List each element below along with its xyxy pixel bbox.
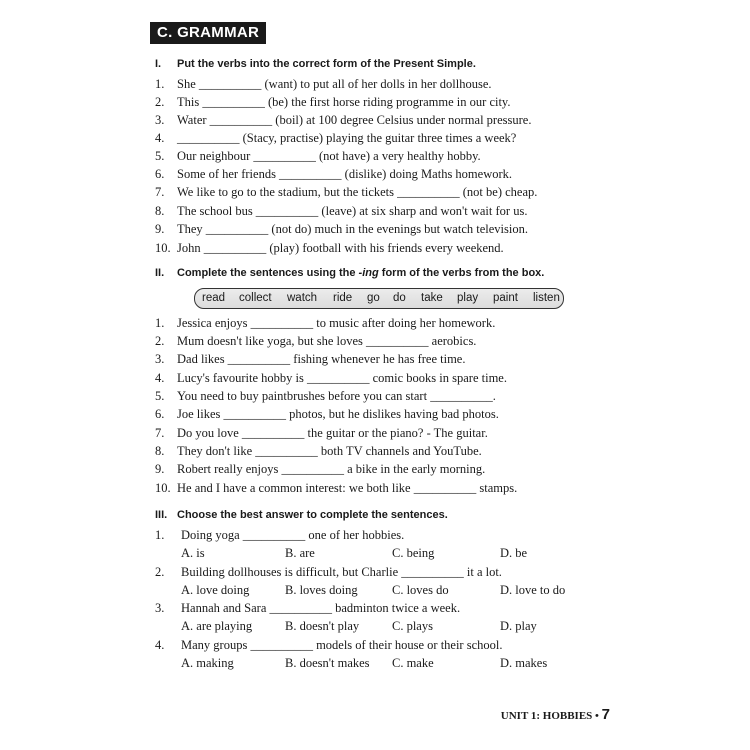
item-text: We like to go to the stadium, but the tickets __________ (not be) cheap. bbox=[177, 185, 538, 199]
answer-option: D. love to do bbox=[500, 583, 566, 597]
item-text: Dad likes __________ fishing whenever he has free time. bbox=[177, 352, 466, 366]
answer-option: A. making bbox=[181, 656, 234, 670]
item-text: Jessica enjoys __________ to music after doing her homework. bbox=[177, 316, 496, 330]
page-footer bbox=[501, 706, 610, 723]
footer-unit: UNIT 1: HOBBIES bbox=[500, 710, 593, 722]
item-number: 8. bbox=[155, 444, 165, 458]
item-number: 7. bbox=[155, 185, 165, 199]
part-1-number: I. bbox=[155, 58, 162, 70]
box-word: listen bbox=[533, 292, 560, 304]
item-text: He and I have a common interest: we both like __________ stamps. bbox=[177, 481, 518, 495]
page-number: 7 bbox=[601, 706, 610, 723]
item-number: 6. bbox=[155, 167, 165, 181]
item-text: This __________ (be) the first horse riding programme in our city. bbox=[177, 95, 511, 109]
item-text: Robert really enjoys __________ a bike in the early morning. bbox=[177, 462, 486, 476]
answer-option: A. is bbox=[181, 546, 205, 560]
part-3-number: III. bbox=[155, 509, 168, 521]
answer-option: D. makes bbox=[500, 656, 548, 670]
item-text: Our neighbour __________ (not have) a very healthy hobby. bbox=[177, 149, 481, 163]
question-text: Doing yoga __________ one of her hobbies. bbox=[181, 528, 405, 542]
box-word: do bbox=[393, 292, 406, 304]
item-text: Mum doesn't like yoga, but she loves __________ aerobics. bbox=[177, 334, 477, 348]
part-1-instruction: Put the verbs into the correct form of the Present Simple. bbox=[177, 58, 476, 70]
box-word: paint bbox=[493, 292, 518, 304]
answer-option: D. be bbox=[500, 546, 528, 560]
item-text: The school bus __________ (leave) at six sharp and won't wait for us. bbox=[177, 204, 528, 218]
item-text: Some of her friends __________ (dislike) doing Maths homework. bbox=[177, 167, 513, 181]
part-3-instruction: Choose the best answer to complete the sentences. bbox=[177, 509, 448, 521]
answer-option: A. are playing bbox=[181, 619, 253, 633]
instruction-text: Complete the sentences using the bbox=[177, 267, 359, 279]
answer-option: D. play bbox=[500, 619, 537, 633]
answer-option: C. make bbox=[392, 656, 434, 670]
item-text: __________ (Stacy, practise) playing the guitar three times a week? bbox=[177, 131, 517, 145]
item-number: 10. bbox=[155, 481, 171, 495]
box-word: ride bbox=[333, 292, 353, 304]
box-word: play bbox=[457, 292, 479, 304]
part-2-instruction bbox=[177, 266, 544, 280]
question-number: 3. bbox=[155, 601, 165, 615]
item-text: Water __________ (boil) at 100 degree Celsius under normal pressure. bbox=[177, 113, 532, 127]
item-number: 4. bbox=[155, 371, 165, 385]
item-text: Lucy's favourite hobby is __________ comic books in spare time. bbox=[177, 371, 507, 385]
box-word: go bbox=[367, 292, 380, 304]
word-box bbox=[194, 288, 564, 309]
question-number: 4. bbox=[155, 638, 165, 652]
instruction-italic: -ing bbox=[358, 267, 379, 279]
item-number: 6. bbox=[155, 407, 165, 421]
question-text: Hannah and Sara __________ badminton twice a week. bbox=[181, 601, 461, 615]
item-text: You need to buy paintbrushes before you can start __________. bbox=[177, 389, 496, 403]
item-text: They don't like __________ both TV channels and YouTube. bbox=[177, 444, 482, 458]
item-number: 3. bbox=[155, 113, 165, 127]
question-text: Building dollhouses is difficult, but Charlie __________ it a lot. bbox=[181, 565, 502, 579]
item-number: 2. bbox=[155, 95, 165, 109]
item-text: Joe likes __________ photos, but he dislikes having bad photos. bbox=[177, 407, 499, 421]
item-number: 9. bbox=[155, 222, 165, 236]
answer-option: C. plays bbox=[392, 619, 433, 633]
item-text: She __________ (want) to put all of her dolls in her dollhouse. bbox=[177, 77, 492, 91]
footer-bullet: • bbox=[595, 710, 599, 722]
item-number: 1. bbox=[155, 316, 165, 330]
answer-option: B. doesn't makes bbox=[285, 656, 370, 670]
answer-option: C. being bbox=[392, 546, 435, 560]
answer-option: C. loves do bbox=[392, 583, 449, 597]
question-text: Many groups __________ models of their house or their school. bbox=[181, 638, 503, 652]
answer-option: B. doesn't play bbox=[285, 619, 360, 633]
item-number: 4. bbox=[155, 131, 165, 145]
item-text: John __________ (play) football with his friends every weekend. bbox=[177, 241, 504, 255]
question-number: 2. bbox=[155, 565, 165, 579]
box-word: collect bbox=[239, 292, 272, 304]
instruction-text: form of the verbs from the box. bbox=[378, 267, 545, 279]
item-number: 8. bbox=[155, 204, 165, 218]
section-title: C. GRAMMAR bbox=[150, 22, 266, 44]
item-number: 3. bbox=[155, 352, 165, 366]
box-word: watch bbox=[287, 292, 318, 304]
item-number: 5. bbox=[155, 149, 165, 163]
item-number: 9. bbox=[155, 462, 165, 476]
item-text: Do you love __________ the guitar or the piano? - The guitar. bbox=[177, 426, 488, 440]
item-number: 5. bbox=[155, 389, 165, 403]
item-number: 7. bbox=[155, 426, 165, 440]
box-word: take bbox=[421, 292, 443, 304]
item-number: 10. bbox=[155, 241, 171, 255]
item-number: 2. bbox=[155, 334, 165, 348]
box-word: read bbox=[202, 292, 226, 304]
answer-option: B. are bbox=[285, 546, 315, 560]
item-number: 1. bbox=[155, 77, 165, 91]
answer-option: A. love doing bbox=[181, 583, 250, 597]
question-number: 1. bbox=[155, 528, 165, 542]
answer-option: B. loves doing bbox=[285, 583, 358, 597]
part-2-number: II. bbox=[155, 267, 165, 279]
item-text: They __________ (not do) much in the evenings but watch television. bbox=[177, 222, 528, 236]
